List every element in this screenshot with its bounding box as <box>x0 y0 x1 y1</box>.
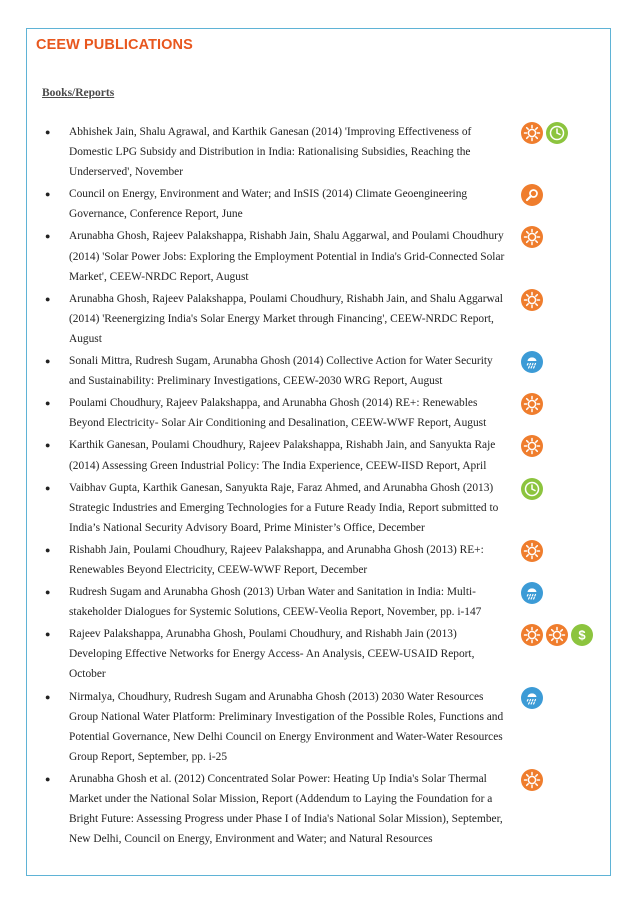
publication-citation: Vaibhav Gupta, Karthik Ganesan, Sanyukta Raje, Faraz Ahmed, and Arunabha Ghosh (2013) Strategic Industries and Emerging Technologies for a Future Ready India, Report submitted to India’s National Security Advisory Board, Prime Minister’s Office, December <box>69 481 499 534</box>
publication-item <box>42 540 512 580</box>
topic-icons <box>521 582 543 604</box>
sun-icon <box>521 624 543 646</box>
publication-citation: Arunabha Ghosh, Rajeev Palakshappa, Poulami Choudhury, Rishabh Jain, and Shalu Aggarwal (2014) 'Reenergizing India's Solar Energy Market through Financing', CEEW-NRDC Report, August <box>69 292 503 345</box>
publication-item <box>42 582 512 622</box>
bullet-icon: ● <box>45 293 51 304</box>
topic-icons <box>521 769 543 791</box>
bullet-icon: ● <box>45 773 51 784</box>
publication-citation: Poulami Choudhury, Rajeev Palakshappa, and Arunabha Ghosh (2014) RE+: Renewables Beyond Electricity- Solar Air Conditioning and Desalination, CEEW-WWF Report, August <box>69 397 487 430</box>
topic-icons <box>521 478 543 500</box>
bullet-icon: ● <box>45 629 51 640</box>
publication-citation: Abhishek Jain, Shalu Agrawal, and Karthik Ganesan (2014) 'Improving Effectiveness of Domestic LPG Subsidy and Distribution in India: Rationalising Subsidies, Reaching the Underserved', November <box>69 126 472 179</box>
topic-icons <box>521 351 543 373</box>
publication-citation: Arunabha Ghosh et al. (2012) Concentrated Solar Power: Heating Up India's Solar Thermal Market under the National Solar Mission, Report (Addendum to Laying the Foundation for a Bright Future: Assessing Progress under Phase I of India's National Solar Mission), September, New Delhi, Council on Energy, Environment and Water; and Natural Resources <box>69 772 503 846</box>
bullet-icon: ● <box>45 189 51 200</box>
topic-icons <box>521 540 543 562</box>
sun-icon <box>521 393 543 415</box>
publication-item <box>42 393 512 433</box>
clock-icon <box>521 478 543 500</box>
topic-icons <box>521 184 543 206</box>
publication-item <box>42 351 512 391</box>
topic-icons <box>521 393 543 415</box>
publication-item <box>42 624 512 684</box>
publication-item <box>42 478 512 538</box>
publication-item <box>42 122 512 182</box>
bullet-icon: ● <box>45 587 51 598</box>
publication-citation: Rajeev Palakshappa, Arunabha Ghosh, Poulami Choudhury, and Rishabh Jain (2013) Developing Effective Networks for Energy Access- An Analysis, CEEW-USAID Report, October <box>69 628 475 681</box>
topic-icons <box>521 624 593 646</box>
publication-item <box>42 435 512 475</box>
publication-item <box>42 769 512 849</box>
bullet-icon: ● <box>45 127 51 137</box>
publication-citation: Council on Energy, Environment and Water; and InSIS (2014) Climate Geoengineering Governance, Conference Report, June <box>69 188 468 221</box>
sun-icon <box>521 226 543 248</box>
water-icon <box>521 351 543 373</box>
sun-icon <box>521 540 543 562</box>
bullet-icon: ● <box>45 691 51 702</box>
publication-citation: Arunabha Ghosh, Rajeev Palakshappa, Rishabh Jain, Shalu Aggarwal, and Poulami Choudhury (2014) 'Solar Power Jobs: Exploring the Employment Potential in India's Grid-Connected Solar Market', CEEW-NRDC Report, August <box>69 230 505 283</box>
money-icon <box>571 624 593 646</box>
topic-icons <box>521 435 543 457</box>
publication-item <box>42 226 512 286</box>
topic-icons <box>521 687 543 709</box>
sun-icon <box>521 435 543 457</box>
water-icon <box>521 582 543 604</box>
publication-citation: Nirmalya, Choudhury, Rudresh Sugam and Arunabha Ghosh (2013) 2030 Water Resources Group National Water Platform: Preliminary Investigation of the Possible Roles, Functions and Potential Governance, New Delhi Council on Energy Environment and Water-Water Resources Group Report, September, pp. i-25 <box>69 690 504 763</box>
sun-icon <box>546 624 568 646</box>
sun-icon <box>521 122 543 144</box>
topic-icons <box>521 289 543 311</box>
topic-icons <box>521 226 543 248</box>
page-title: CEEW PUBLICATIONS <box>36 37 193 53</box>
bullet-icon: ● <box>45 544 51 555</box>
bullet-icon: ● <box>45 356 51 367</box>
publication-list <box>42 122 512 851</box>
publication-citation: Rishabh Jain, Poulami Choudhury, Rajeev Palakshappa, and Arunabha Ghosh (2013) RE+: Renewables Beyond Electricity, CEEW-WWF Report, December <box>69 543 484 576</box>
publication-item <box>42 289 512 349</box>
publication-item <box>42 687 512 767</box>
publication-citation: Sonali Mittra, Rudresh Sugam, Arunabha Ghosh (2014) Collective Action for Water Security and Sustainability: Preliminary Investigations, CEEW-2030 WRG Report, August <box>69 355 493 388</box>
publication-citation: Karthik Ganesan, Poulami Choudhury, Rajeev Palakshappa, Rishabh Jain, and Sanyukta Raje (2014) Assessing Green Industrial Policy: The India Experience, CEEW-IISD Report, April <box>69 439 496 472</box>
clock-icon <box>546 122 568 144</box>
water-icon <box>521 687 543 709</box>
search-icon <box>521 184 543 206</box>
section-heading: Books/Reports <box>42 87 115 99</box>
bullet-icon: ● <box>45 231 51 242</box>
bullet-icon: ● <box>45 482 51 493</box>
topic-icons <box>521 122 568 144</box>
publication-item <box>42 184 512 224</box>
publication-citation: Rudresh Sugam and Arunabha Ghosh (2013) Urban Water and Sanitation in India: Multi-stakeholder Dialogues for Systemic Solutions, CEEW-Veolia Report, November, pp. i-147 <box>69 586 482 619</box>
sun-icon <box>521 289 543 311</box>
sun-icon <box>521 769 543 791</box>
svg-text:$: $ <box>578 627 586 643</box>
bullet-icon: ● <box>45 440 51 451</box>
bullet-icon: ● <box>45 398 51 409</box>
